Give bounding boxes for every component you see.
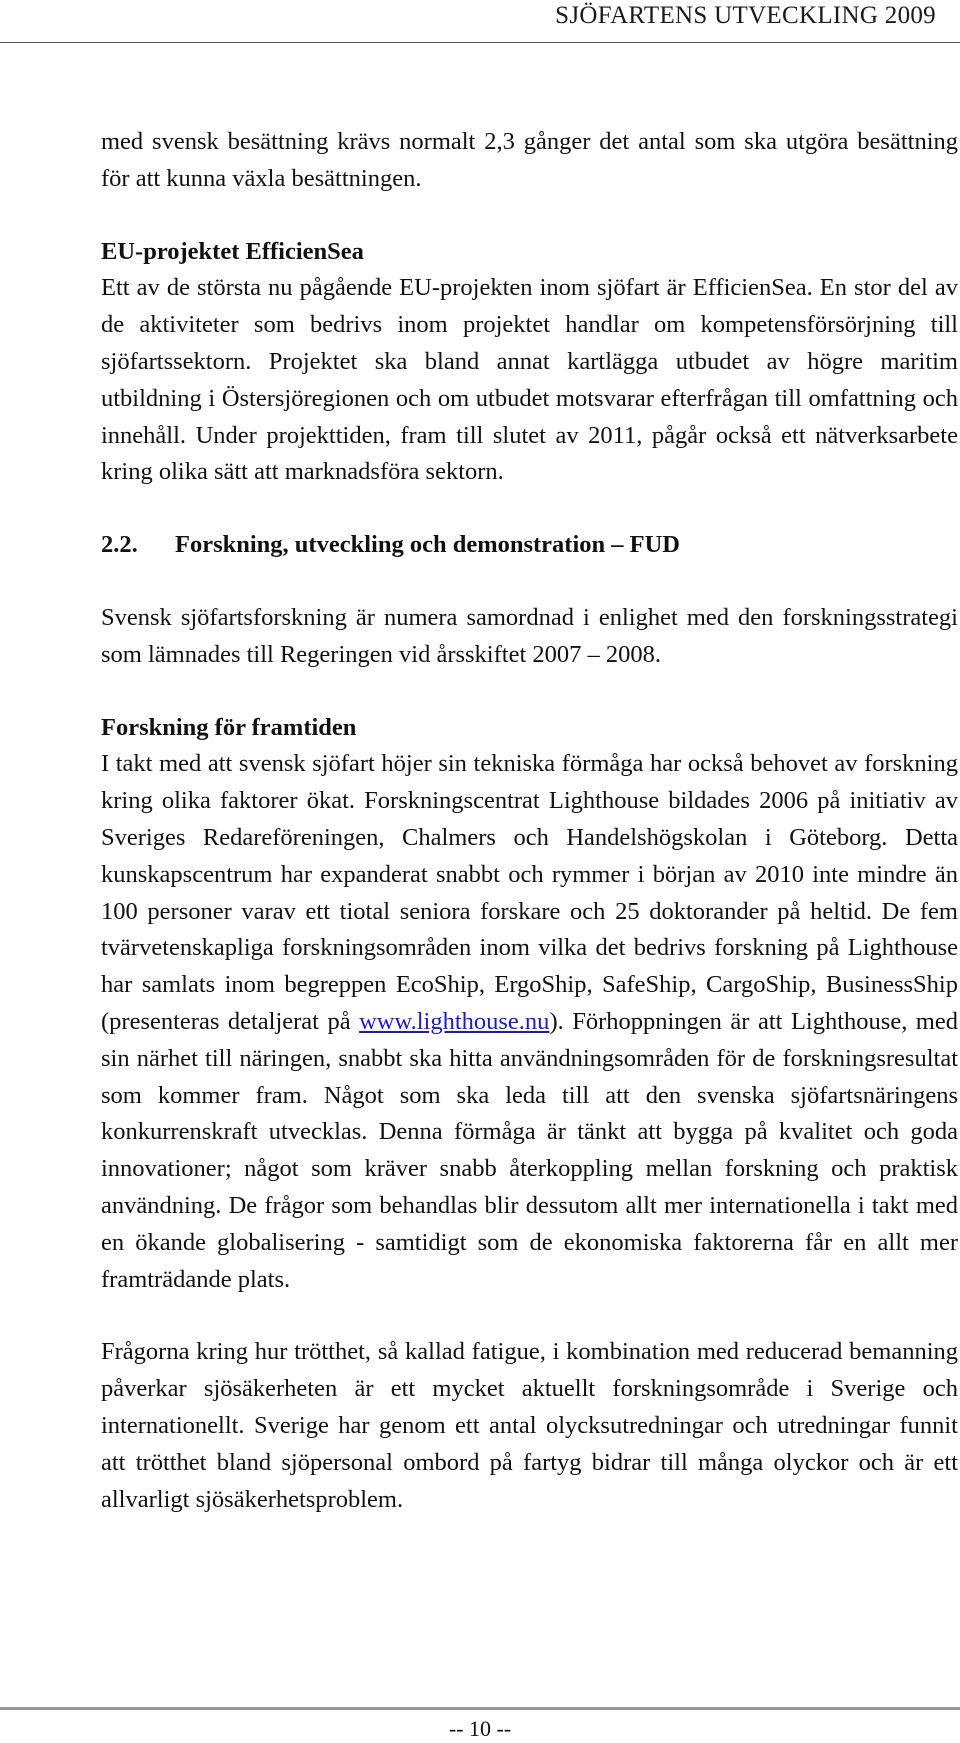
running-header-title: SJÖFARTENS UTVECKLING 2009 [555,2,936,29]
page-number: -- 10 -- [448,1716,512,1741]
section-title: Forskning, utveckling och demonstration – FUD [175,531,681,559]
efficiensea-heading: EU-projektet EfficienSea [101,237,364,265]
future-text-part2: ). Förhoppningen är att Lighthouse, med sin närhet till näringen, snabbt ska hitta användningsområden för de forskningsresultat som kommer fram. Något som ska leda till att den svenska sjöfartsnäringens konkurrenskraft utvecklas. Denna förmåga är tänkt att bygga på kvalitet och goda innovationer; något som kräver snabb återkoppling mellan forskning och praktisk användning. De frågor som behandlas blir dessutom allt mer internationella i takt med en ökande globalisering - samtidigt som de ekonomiska faktorerna får en allt mer framträdande plats. [101,1007,958,1293]
section-number: 2.2. [101,531,138,559]
header-divider [0,42,960,43]
efficiensea-paragraph: Ett av de största nu pågående EU-projekten inom sjöfart är EfficienSea. En stor del av de aktiviteter som bedrivs inom projektet handlar om kompetensförsörjning till sjöfartssektorn. Projektet ska bland annat kartlägga utbudet av högre maritim utbildning i Östersjöregionen och om utbudet motsvarar efterfrågan till omfattning och innehåll. Under projekttiden, fram till slutet av 2011, pågår också ett nätverksarbete kring olika sätt att marknadsföra sektorn. [101,274,958,486]
spacer [101,564,958,600]
section-heading [101,527,958,564]
spacer [101,674,958,710]
spacer [101,491,958,527]
spacer [101,1298,958,1334]
future-paragraph [101,746,958,1298]
fud-paragraph: Svensk sjöfartsforskning är numera samordnad i enlighet med den forskningsstrategi som lämnades till Regeringen vid årsskiftet 2007 – 2008. [101,603,958,668]
lighthouse-link[interactable]: www.lighthouse.nu [359,1007,550,1035]
page-header [0,0,948,40]
future-heading: Forskning för framtiden [101,713,357,741]
future-text-part1: I takt med att svensk sjöfart höjer sin tekniska förmåga har också behovet av forskning kring olika faktorer ökat. Forskningscentrat Lighthouse bildades 2006 på initiativ av Sveriges Redareföreningen, Chalmers och Handelshögskolan i Göteborg. Detta kunskapscentrum har expanderat snabbt och rymmer i början av 2010 inte mindre än 100 personer varav ett tiotal seniora forskare och 25 doktorander på heltid. De fem tvärvetenskapliga forskningsområden inom vilka det bedrivs forskning på Lighthouse har samlats inom begreppen EcoShip, ErgoShip, SafeShip, CargoShip, BusinessShip (presenteras detaljerat på [101,750,958,1035]
document-body [101,124,958,1518]
footer-divider [0,1707,960,1710]
fatigue-paragraph: Frågorna kring hur trötthet, så kallad fatigue, i kombination med reducerad bemanning påverkar sjösäkerheten är ett mycket aktuellt forskningsområde i Sverige och internationellt. Sverige har genom ett antal olycksutredningar och utredningar funnit att trötthet bland sjöpersonal ombord på fartyg bidrar till många olyckor och är ett allvarligt sjösäkerhetsproblem. [101,1338,958,1513]
spacer [101,198,958,234]
intro-paragraph: med svensk besättning krävs normalt 2,3 gånger det antal som ska utgöra besättning för att kunna växla besättningen. [101,128,958,192]
